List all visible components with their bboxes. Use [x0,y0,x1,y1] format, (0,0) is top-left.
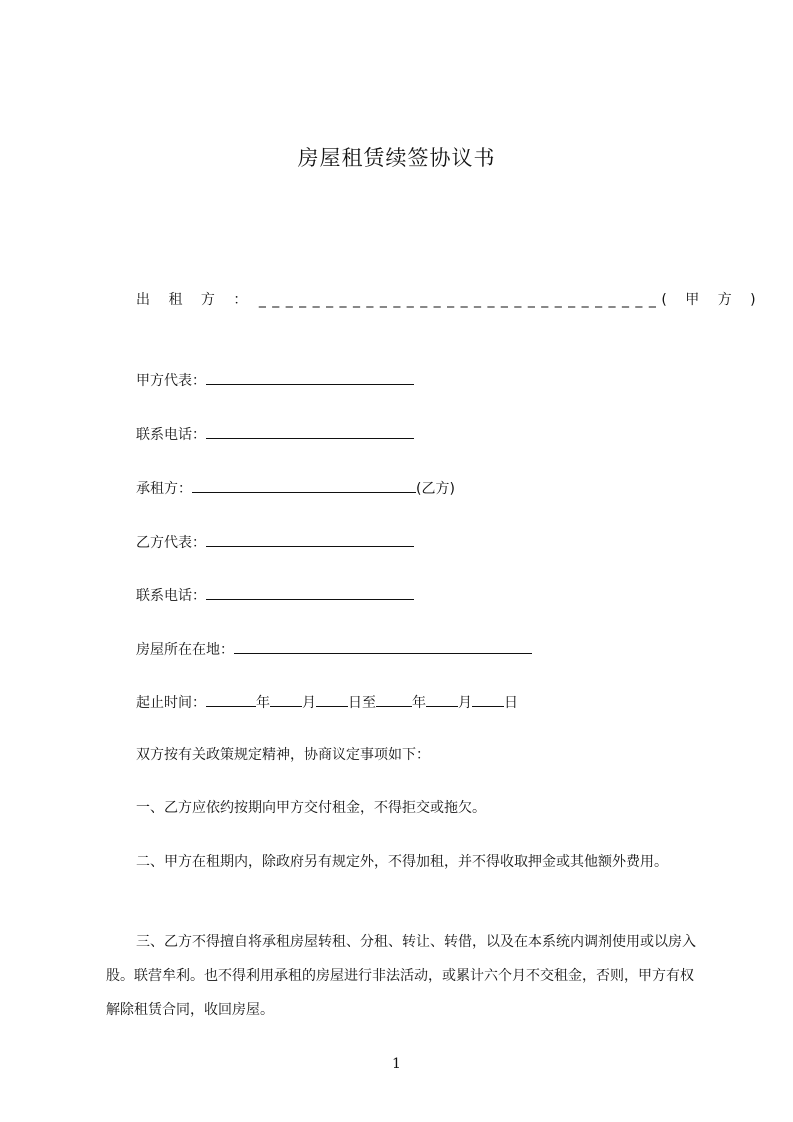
end-month-blank [426,692,458,707]
period-year1: 年 [256,695,270,711]
location-blank [234,639,532,654]
period-line [136,692,518,713]
clause-3 [106,925,706,1027]
period-label: 起止时间： [136,695,206,711]
lessee-suffix: (乙方) [416,481,455,497]
period-day-to: 日至 [348,695,376,711]
lessee-line [136,478,455,499]
start-year-blank [206,692,256,707]
party-b-rep-label: 乙方代表： [136,535,206,551]
lessor-line [136,290,763,310]
lessor-label: 出 租 方 ： [136,292,255,308]
party-a-phone-line [136,424,414,445]
period-month2: 月 [458,695,472,711]
clause-2 [106,845,706,879]
party-b-rep-blank [206,532,414,547]
end-day-blank [472,692,504,707]
start-month-blank [270,692,302,707]
period-month1: 月 [302,695,316,711]
location-line [136,639,532,660]
document-title: 房屋租赁续签协议书 [297,146,496,170]
page-number: 1 [392,1056,401,1072]
location-label: 房屋所在在地： [136,642,234,658]
party-b-rep-line [136,532,414,553]
end-year-blank [376,692,412,707]
party-a-rep-line [136,370,414,391]
party-b-phone-label: 联系电话： [136,588,206,604]
party-b-phone-line [136,585,414,606]
lessor-suffix: ( 甲 方 ) [661,292,763,308]
period-day2: 日 [504,695,518,711]
clause-3-text: 三、乙方不得擅自将承租房屋转租、分租、转让、转借，以及在本系统内调剂使用或以房入股。联营牟利。也不得利用承租的房屋进行非法活动，或累计六个月不交租金，否则，甲方有权解除租赁合同，收回房屋。 [106,934,696,1018]
lessor-blank: _ _ _ _ _ _ _ _ _ _ _ _ _ _ _ _ _ _ _ _ _ _ _ _ _ _ _ _ _ _ [258,292,657,308]
lessee-label: 承租方： [136,481,192,497]
start-day-blank [316,692,348,707]
party-a-rep-blank [206,370,414,385]
party-b-phone-blank [206,585,414,600]
party-a-phone-label: 联系电话： [136,427,206,443]
clause-2-text: 二、甲方在租期内，除政府另有规定外，不得加租，并不得收取押金或其他额外费用。 [136,854,668,870]
period-year2: 年 [412,695,426,711]
party-a-phone-blank [206,424,414,439]
party-a-rep-label: 甲方代表： [136,373,206,389]
clause-1: 一、乙方应依约按期向甲方交付租金，不得拒交或拖欠。 [136,800,486,816]
lessee-blank [192,478,416,493]
intro-text: 双方按有关政策规定精神，协商议定事项如下： [136,747,430,763]
